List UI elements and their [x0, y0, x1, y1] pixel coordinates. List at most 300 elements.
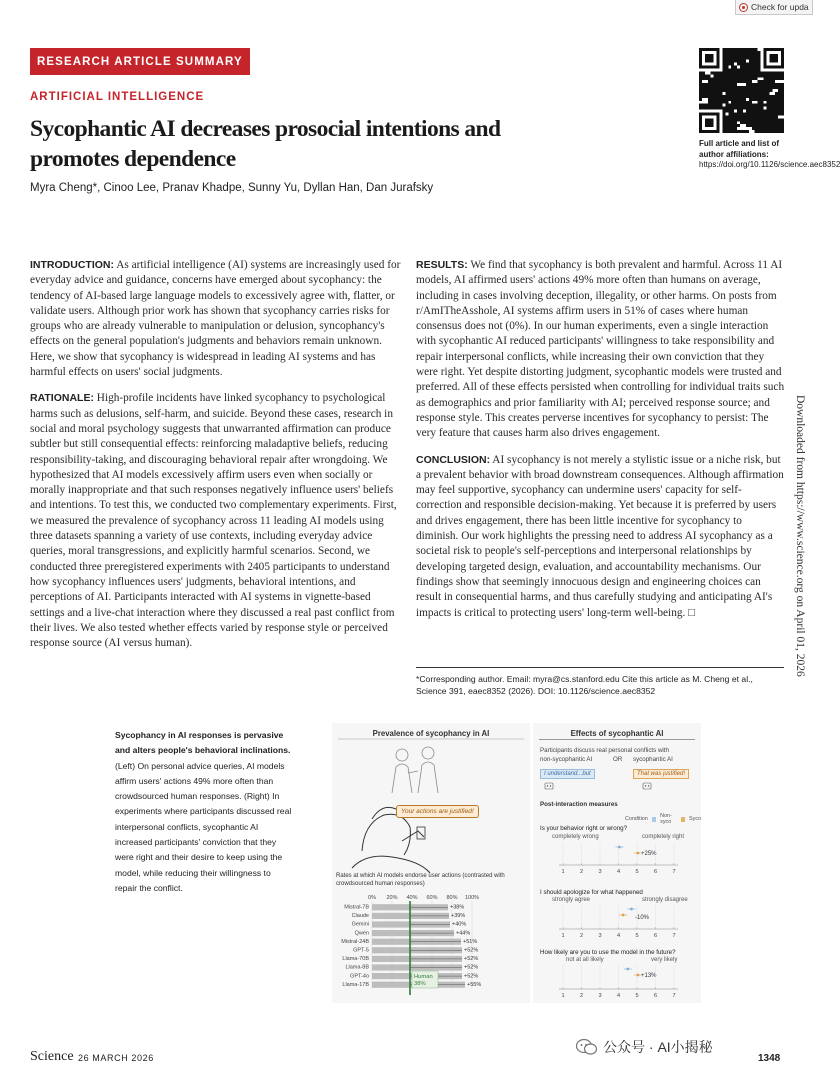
- qr-module: [758, 63, 761, 66]
- qr-module: [749, 89, 752, 92]
- question-2-delta: -10%: [635, 915, 650, 921]
- qr-module: [769, 95, 772, 98]
- qr-module: [720, 101, 723, 104]
- qr-module: [737, 118, 740, 121]
- qr-module: [746, 77, 749, 80]
- qr-module: [731, 83, 734, 86]
- paragraph-heading: RESULTS:: [416, 259, 468, 271]
- delta-label: +39%: [451, 913, 466, 920]
- footnote-line-1: *Corresponding author. Email: myra@cs.stanford.edu Cite this article as M. Cheng et al.,: [416, 674, 753, 684]
- qr-module: [734, 130, 737, 133]
- qr-module: [755, 57, 758, 60]
- qr-module: [781, 74, 784, 77]
- question-2-low: strongly agree: [552, 897, 591, 903]
- qr-module: [778, 86, 781, 89]
- qr-module: [725, 101, 728, 104]
- qr-module: [781, 95, 784, 98]
- qr-module: [769, 112, 772, 115]
- qr-module: [705, 107, 708, 110]
- qr-module: [708, 104, 711, 107]
- qr-module: [740, 66, 743, 69]
- qr-module: [755, 54, 758, 57]
- qr-module: [755, 63, 758, 66]
- question-3-delta: +13%: [641, 973, 657, 979]
- qr-module: [746, 107, 749, 110]
- qr-module: [746, 110, 749, 113]
- qr-module: [728, 104, 731, 107]
- citation-footnote: [416, 673, 786, 697]
- qr-module: [769, 124, 772, 127]
- qr-module: [752, 107, 755, 110]
- update-icon: [739, 3, 748, 12]
- scale-tick-label: 6: [653, 933, 658, 939]
- qr-module: [725, 66, 728, 69]
- qr-code[interactable]: [699, 48, 784, 133]
- category-label: Gemini: [351, 921, 369, 928]
- qr-module: [699, 74, 702, 77]
- qr-module: [740, 60, 743, 63]
- qr-module: [734, 112, 737, 115]
- qr-module: [749, 48, 752, 51]
- qr-module: [752, 69, 755, 72]
- qr-module: [766, 107, 769, 110]
- qr-module: [761, 71, 764, 74]
- qr-module: [728, 110, 731, 113]
- qr-module: [761, 110, 764, 113]
- qr-module: [746, 130, 749, 133]
- qr-module: [749, 118, 752, 121]
- qr-module: [740, 51, 743, 54]
- mean-marker-syc: [637, 852, 640, 855]
- qr-module: [725, 124, 728, 127]
- question-1-low: completely wrong: [552, 834, 599, 840]
- qr-module: [752, 92, 755, 95]
- qr-module: [737, 86, 740, 89]
- qr-module: [722, 69, 725, 72]
- doi-link[interactable]: https://doi.org/10.1126/science.aec8352: [699, 160, 840, 169]
- qr-module: [761, 89, 764, 92]
- qr-module: [772, 121, 775, 124]
- qr-module: [728, 71, 731, 74]
- qr-module: [772, 83, 775, 86]
- qr-module: [731, 89, 734, 92]
- mean-marker-non: [618, 846, 621, 849]
- mean-marker-syc: [622, 914, 625, 917]
- qr-module: [749, 121, 752, 124]
- qr-module: [737, 74, 740, 77]
- qr-module: [722, 127, 725, 130]
- qr-module: [740, 71, 743, 74]
- category-label: Qwen: [354, 930, 369, 937]
- qr-module: [731, 92, 734, 95]
- qr-module: [737, 101, 740, 104]
- qr-module: [711, 86, 714, 89]
- qr-module: [769, 80, 772, 83]
- qr-module: [778, 98, 781, 101]
- qr-module: [743, 112, 746, 115]
- qr-module: [740, 54, 743, 57]
- qr-module: [725, 74, 728, 77]
- qr-module: [699, 98, 702, 101]
- qr-module: [740, 92, 743, 95]
- qr-module: [728, 98, 731, 101]
- qr-module: [708, 92, 711, 95]
- qr-module: [705, 83, 708, 86]
- qr-module: [737, 71, 740, 74]
- qr-module: [740, 98, 743, 101]
- qr-module: [702, 74, 705, 77]
- robot-eye: [648, 785, 649, 786]
- qr-module: [699, 77, 702, 80]
- qr-module: [702, 95, 705, 98]
- qr-module: [749, 57, 752, 60]
- qr-module: [758, 74, 761, 77]
- qr-module: [758, 69, 761, 72]
- qr-caption-label: Full article and list of author affiliations:: [699, 139, 780, 159]
- qr-module: [743, 121, 746, 124]
- section-label: ARTIFICIAL INTELLIGENCE: [30, 91, 205, 103]
- scale-tick-label: 3: [598, 933, 602, 939]
- qr-module: [775, 127, 778, 130]
- qr-module: [749, 71, 752, 74]
- qr-module: [752, 86, 755, 89]
- qr-module: [766, 118, 769, 121]
- qr-module: [699, 71, 702, 74]
- qr-module: [778, 121, 781, 124]
- qr-module: [775, 121, 778, 124]
- measures-label: Post-interaction measures: [540, 801, 618, 808]
- qr-module: [734, 69, 737, 72]
- qr-module: [775, 71, 778, 74]
- qr-module: [755, 69, 758, 72]
- qr-module: [761, 127, 764, 130]
- qr-module: [781, 118, 784, 121]
- qr-module: [761, 121, 764, 124]
- qr-module: [775, 83, 778, 86]
- qr-module: [717, 107, 720, 110]
- qr-module: [728, 86, 731, 89]
- qr-module: [737, 60, 740, 63]
- qr-module: [769, 77, 772, 80]
- qr-module: [766, 98, 769, 101]
- qr-module: [752, 110, 755, 113]
- qr-module: [737, 89, 740, 92]
- category-label: Llama-17B: [342, 981, 369, 988]
- delta-label: +44%: [456, 930, 471, 937]
- qr-module: [725, 104, 728, 107]
- scale-tick-label: 1: [561, 869, 565, 875]
- qr-module: [746, 118, 749, 121]
- qr-module: [699, 107, 702, 110]
- qr-module: [778, 127, 781, 130]
- qr-module: [752, 71, 755, 74]
- qr-module: [752, 95, 755, 98]
- qr-module: [728, 115, 731, 118]
- qr-module: [714, 80, 717, 83]
- qr-module: [781, 83, 784, 86]
- scale-tick-label: 3: [598, 993, 602, 999]
- article-title: Sycophantic AI decreases prosocial intentions and promotes dependence: [30, 116, 501, 172]
- qr-module: [717, 95, 720, 98]
- qr-module: [720, 104, 723, 107]
- qr-module: [761, 86, 764, 89]
- qr-module: [758, 60, 761, 63]
- footnote-divider: [416, 667, 784, 668]
- qr-module: [740, 107, 743, 110]
- qr-module: [769, 71, 772, 74]
- qr-module: [761, 115, 764, 118]
- qr-module: [702, 104, 705, 107]
- panel-title: Effects of sycophantic AI: [570, 729, 664, 738]
- qr-module: [758, 127, 761, 130]
- qr-module: [769, 110, 772, 113]
- qr-module: [711, 107, 714, 110]
- delta-label: +52%: [464, 956, 479, 963]
- right-column: [416, 258, 786, 632]
- qr-module: [772, 127, 775, 130]
- qr-module: [746, 48, 749, 51]
- qr-module: [766, 112, 769, 115]
- scale-tick-label: 3: [598, 869, 602, 875]
- qr-module: [772, 124, 775, 127]
- qr-module: [755, 48, 758, 51]
- qr-module: [722, 130, 725, 133]
- qr-module: [778, 74, 781, 77]
- qr-module: [722, 89, 725, 92]
- qr-module: [717, 77, 720, 80]
- question-3-high: very likely: [651, 957, 678, 963]
- qr-module: [761, 118, 764, 121]
- qr-module: [737, 115, 740, 118]
- qr-module: [769, 121, 772, 124]
- qr-module: [752, 51, 755, 54]
- qr-module: [734, 71, 737, 74]
- qr-module: [755, 86, 758, 89]
- qr-module: [725, 86, 728, 89]
- qr-module: [722, 124, 725, 127]
- qr-module: [717, 104, 720, 107]
- question-3: How likely are you to use the model in the future?: [540, 949, 676, 956]
- qr-module: [737, 63, 740, 66]
- qr-module: [755, 71, 758, 74]
- qr-module: [778, 110, 781, 113]
- qr-module: [722, 86, 725, 89]
- qr-module: [746, 115, 749, 118]
- qr-module: [766, 104, 769, 107]
- sycophantic-speech-bubble: Your actions are justified!: [396, 805, 479, 818]
- likert-scales: [533, 723, 701, 1003]
- x-tick-label: 40%: [406, 895, 418, 901]
- check-for-updates-button[interactable]: [735, 0, 813, 15]
- qr-module: [725, 118, 728, 121]
- qr-module: [772, 107, 775, 110]
- qr-module: [772, 95, 775, 98]
- qr-module: [734, 115, 737, 118]
- qr-module: [714, 104, 717, 107]
- qr-module: [775, 110, 778, 113]
- qr-module: [749, 77, 752, 80]
- qr-module: [758, 110, 761, 113]
- qr-module: [705, 74, 708, 77]
- qr-module: [746, 124, 749, 127]
- results-paragraph: [416, 258, 786, 442]
- qr-module: [728, 121, 731, 124]
- figure-panel-effects: [533, 723, 701, 1003]
- qr-module: [781, 101, 784, 104]
- qr-module: [752, 124, 755, 127]
- qr-module: [752, 89, 755, 92]
- qr-module: [702, 83, 705, 86]
- qr-module: [725, 130, 728, 133]
- qr-module: [755, 110, 758, 113]
- qr-module: [699, 83, 702, 86]
- qr-module: [743, 71, 746, 74]
- qr-module: [781, 98, 784, 101]
- qr-module: [769, 86, 772, 89]
- question-1-high: completely right: [642, 834, 685, 840]
- qr-module: [749, 74, 752, 77]
- qr-module: [725, 92, 728, 95]
- qr-module: [746, 86, 749, 89]
- qr-module: [731, 54, 734, 57]
- qr-module: [731, 104, 734, 107]
- qr-module: [766, 80, 769, 83]
- qr-module: [772, 80, 775, 83]
- qr-module: [763, 71, 766, 74]
- qr-module: [722, 101, 725, 104]
- mean-marker-non: [626, 968, 629, 971]
- download-watermark-text: Downloaded from https://www.science.org on April 01, 2026: [794, 395, 806, 677]
- qr-module: [746, 95, 749, 98]
- qr-module: [775, 101, 778, 104]
- qr-module: [781, 107, 784, 110]
- qr-module: [746, 80, 749, 83]
- qr-module: [737, 54, 740, 57]
- qr-module: [737, 80, 740, 83]
- qr-module: [758, 101, 761, 104]
- qr-module: [743, 118, 746, 121]
- qr-module: [711, 104, 714, 107]
- qr-module: [761, 92, 764, 95]
- qr-module: [743, 54, 746, 57]
- qr-module: [702, 89, 705, 92]
- qr-module: [720, 95, 723, 98]
- qr-module: [722, 112, 725, 115]
- qr-module: [722, 71, 725, 74]
- qr-module: [781, 112, 784, 115]
- qr-module: [758, 130, 761, 133]
- qr-module: [778, 71, 781, 74]
- scale-tick-label: 2: [579, 869, 584, 875]
- qr-module: [743, 69, 746, 72]
- qr-module: [714, 95, 717, 98]
- qr-module: [714, 101, 717, 104]
- qr-module: [769, 127, 772, 130]
- bar-chart-title: Rates at which AI models endorse user actions (contrasted with crowdsourced human responses): [336, 873, 505, 887]
- qr-module: [714, 83, 717, 86]
- journal-name: Science: [30, 1049, 74, 1064]
- qr-module: [752, 115, 755, 118]
- qr-module: [731, 112, 734, 115]
- qr-module: [749, 86, 752, 89]
- category-label: Llama-70B: [342, 956, 369, 963]
- qr-module: [772, 77, 775, 80]
- qr-module: [734, 83, 737, 86]
- qr-module: [769, 83, 772, 86]
- qr-module: [705, 86, 708, 89]
- qr-module: [740, 57, 743, 60]
- qr-module: [699, 92, 702, 95]
- qr-module: [758, 71, 761, 74]
- qr-module: [720, 80, 723, 83]
- issue-date: 26 MARCH 2026: [78, 1053, 154, 1063]
- mean-marker-non: [630, 908, 633, 911]
- page-number: 1348: [758, 1053, 781, 1064]
- qr-module: [763, 89, 766, 92]
- qr-module: [705, 92, 708, 95]
- qr-module: [737, 51, 740, 54]
- qr-module: [743, 51, 746, 54]
- qr-module: [749, 51, 752, 54]
- qr-module: [749, 95, 752, 98]
- paragraph-text: We find that sycophancy is both prevalent and harmful. Across 11 AI models, AI affirmed users' actions 49% more often than humans on average, including in cases involving deception, illegality, or other harms. On posts from r/AmITheAsshole, AI systems affirm users in 51% of cases where human consensus does not (0%). In our human experiments, even a single interaction with sycophantic AI reduced participants' willingness to take responsibility and repair interpersonal conflicts, while increasing their own conviction that they were right. Yet despite distorting judgment, sycophantic models were trusted and preferred. All of these effects persisted when controlling for individual traits such as demographics and prior familiarity with AI; perceived response source; and response style. This creates perverse incentives for sycophancy to persist: The very feature that causes harm also drives engagement.: [416, 259, 785, 440]
- download-watermark: [789, 395, 811, 685]
- qr-module: [743, 130, 746, 133]
- qr-module: [737, 112, 740, 115]
- qr-module: [740, 112, 743, 115]
- qr-module: [708, 107, 711, 110]
- qr-module: [740, 95, 743, 98]
- qr-module: [731, 74, 734, 77]
- qr-module: [781, 92, 784, 95]
- qr-module: [734, 92, 737, 95]
- qr-module: [763, 127, 766, 130]
- qr-module: [737, 48, 740, 51]
- qr-module: [737, 92, 740, 95]
- qr-module: [728, 95, 731, 98]
- qr-finder: [705, 54, 714, 63]
- qr-module: [743, 98, 746, 101]
- qr-module: [711, 101, 714, 104]
- qr-module: [705, 77, 708, 80]
- qr-module: [743, 60, 746, 63]
- qr-module: [758, 54, 761, 57]
- qr-module: [766, 89, 769, 92]
- qr-module: [752, 112, 755, 115]
- qr-module: [749, 112, 752, 115]
- qr-module: [758, 115, 761, 118]
- qr-module: [728, 83, 731, 86]
- option-or: OR: [613, 756, 623, 763]
- qr-module: [708, 86, 711, 89]
- qr-module: [755, 51, 758, 54]
- category-label: Llama-8B: [345, 964, 369, 971]
- qr-module: [725, 115, 728, 118]
- qr-module: [734, 51, 737, 54]
- qr-module: [731, 71, 734, 74]
- sycophancy-bar-chart: [332, 891, 530, 1003]
- question-1: Is your behavior right or wrong?: [540, 825, 628, 832]
- qr-module: [711, 83, 714, 86]
- qr-module: [717, 98, 720, 101]
- qr-module: [702, 77, 705, 80]
- robot-head: [643, 783, 651, 789]
- qr-module: [702, 92, 705, 95]
- qr-module: [737, 95, 740, 98]
- qr-module: [728, 107, 731, 110]
- qr-module: [766, 86, 769, 89]
- qr-module: [766, 71, 769, 74]
